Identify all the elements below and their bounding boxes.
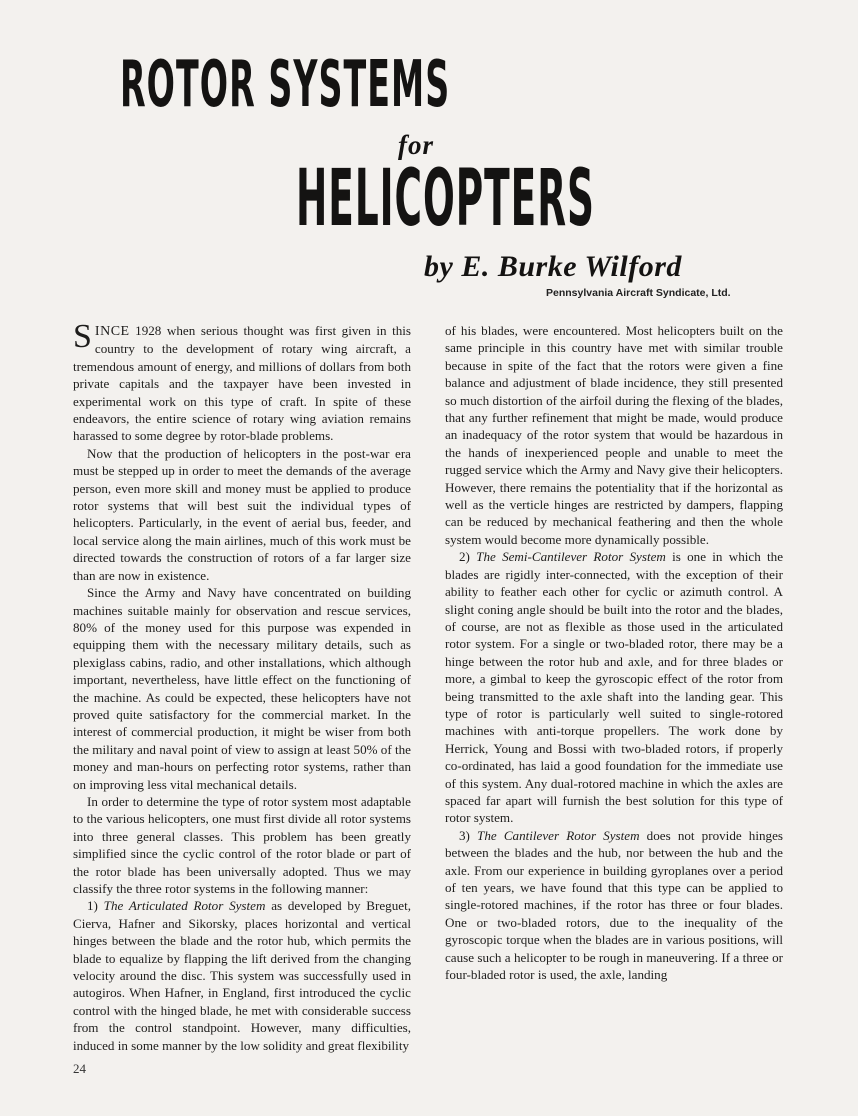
- author-byline: by E. Burke Wilford: [424, 250, 682, 283]
- item-number: 2): [459, 549, 477, 565]
- author-affiliation: Pennsylvania Aircraft Syndicate, Ltd.: [546, 287, 731, 299]
- page-number: 24: [73, 1061, 86, 1076]
- paragraph-articulated-text: as developed by Breguet, Cierva, Hafner and Sikorsky, places horizontal and vertical hinges between the blade and the rotor hub, which permits the blade to equalize by flapping the lift derived from the changing velocity around the disc. This system was successfully used in autogiros. When Hafner, in England, first introduced the cyclic control with the hinged blade, he met with considerable success from the control standpoint. However, many difficulties, induced in some manner by the low solidity and great flexibility: [73, 898, 411, 1053]
- rotor-system-title: The Semi-Cantilever Rotor System: [476, 549, 666, 565]
- paragraph-semi-cantilever-rotor: [445, 548, 783, 827]
- title-connector-for: for: [398, 130, 434, 160]
- paragraph-articulated-continued: of his blades, were encountered. Most helicopters built on the same principle in this country have met with similar trouble because in spite of the fact that the rotors were given a fine balance and adjustment of blade incidence, they still presented so much distortion of the airfoil during the flexing of the blades, that any further refinement that might be made, would produce an inadequacy of the rotor system that would be hazardous in the hands of inexperienced people and unable to meet the rugged service which the Army and Navy give their helicopters. However, there remains the potentiality that if the horizontal as well as the verticle hinges are restricted by dampers, flapping can be reduced by mechanical feathering and then the whole system would become more dynamically possible.: [445, 323, 783, 547]
- paragraph-classification: In order to determine the type of rotor system most adaptable to the various helicopters, one must first divide all rotor systems into three general classes. This problem has been greatly simplified since the cyclic control of the rotor blade or part of the rotor blade has been universally adopted. Thus we may classify the three rotor systems in the following manner:: [73, 793, 411, 896]
- paragraph-post-war: Now that the production of helicopters in the post-war era must be stepped up in order to meet the demands of the average person, even more skill and money must be applied to produce rotor systems that will best suit the individual types of helicopters. Particularly, in the event of aerial bus, feeder, and local service along the main airlines, much of this work must be directed towards the construction of rotors of a far larger size than are now in existence.: [73, 445, 411, 583]
- text-column-right: [445, 322, 783, 983]
- text-column-left: [73, 318, 411, 1054]
- lead-in-caps: INCE: [94, 324, 130, 339]
- paragraph-intro-text: 1928 when serious thought was first given in this country to the development of rotary wing aircraft, a tremendous amount of energy, and millions of dollars from both private capitals and the taxpayer have been invested in experimental work on this type of craft. In spite of these endeavors, the entire science of rotary wing aviation remains harassed to some degree by rotor-blade problems.: [73, 323, 411, 444]
- paragraph-intro: [73, 318, 411, 445]
- paragraph-articulated-rotor: [73, 897, 411, 1054]
- title-line-helicopters: HELICOPTERS: [296, 154, 595, 244]
- paragraph-cantilever-rotor: [445, 827, 783, 984]
- rotor-system-title: The Articulated Rotor System: [103, 898, 266, 914]
- paragraph-army-navy: Since the Army and Navy have concentrated on building machines suitable mainly for observation and rescue services, 80% of the money used for this purpose was expended in equipping them with the necessary military details, such as plexiglass cabins, radio, and other installations, which although important, nevertheless, have little effect on the functioning of the machine. As could be expected, these helicopters have not proved quite satisfactory for the commercial market. In the interest of commercial production, it might be wiser from both the military and naval point of view to assign at least 50% of the money and man-hours on perfecting rotor systems, rather than on improving less vital mechanical details.: [73, 585, 411, 792]
- rotor-system-title: The Cantilever Rotor System: [477, 827, 640, 843]
- title-line-rotor-systems: ROTOR SYSTEMS: [120, 48, 451, 122]
- drop-cap: S: [73, 318, 92, 355]
- paragraph-cantilever-text: does not provide hinges between the blades and the hub, nor between the hub and the axle. From our experience in building gyroplanes over a period of ten years, we have found that this type can be applied to single-rotored machines, if the rotor has three or four blades. One or two-bladed rotors, due to the inequality of the gyroscopic torque when the blades are in various positions, will cause such a helicopter to be rough in maneuvering. If a three or four-bladed rotor is used, the axle, landing: [445, 827, 783, 983]
- item-number: 3): [459, 827, 478, 843]
- item-number: 1): [87, 898, 104, 914]
- paragraph-semi-cantilever-text: is one in which the blades are rigidly inter-connected, with the exception of their ability to feather each other for cyclic or azimuth control. A slight coning angle should be built into the rotor and the blades, of course, are not as flexible as those used in the articulated rotor system. For a single or two-bladed rotor, there may be a hinge between the rotor hub and axle, and for three blades or more, a gimbal to keep the gyroscopic effect of the rotor from being transmitted to the axle shaft into the landing gear. This type of rotor is particularly well suited to single-rotored machines with anti-torque propellers. The work done by Herrick, Young and Bossi with two-bladed rotors, if properly co-ordinated, has laid a good foundation for the immediate use of this system. Any dual-rotored machine in which the axles are spaced far apart will furnish the best solution for this type of rotor system.: [445, 549, 784, 826]
